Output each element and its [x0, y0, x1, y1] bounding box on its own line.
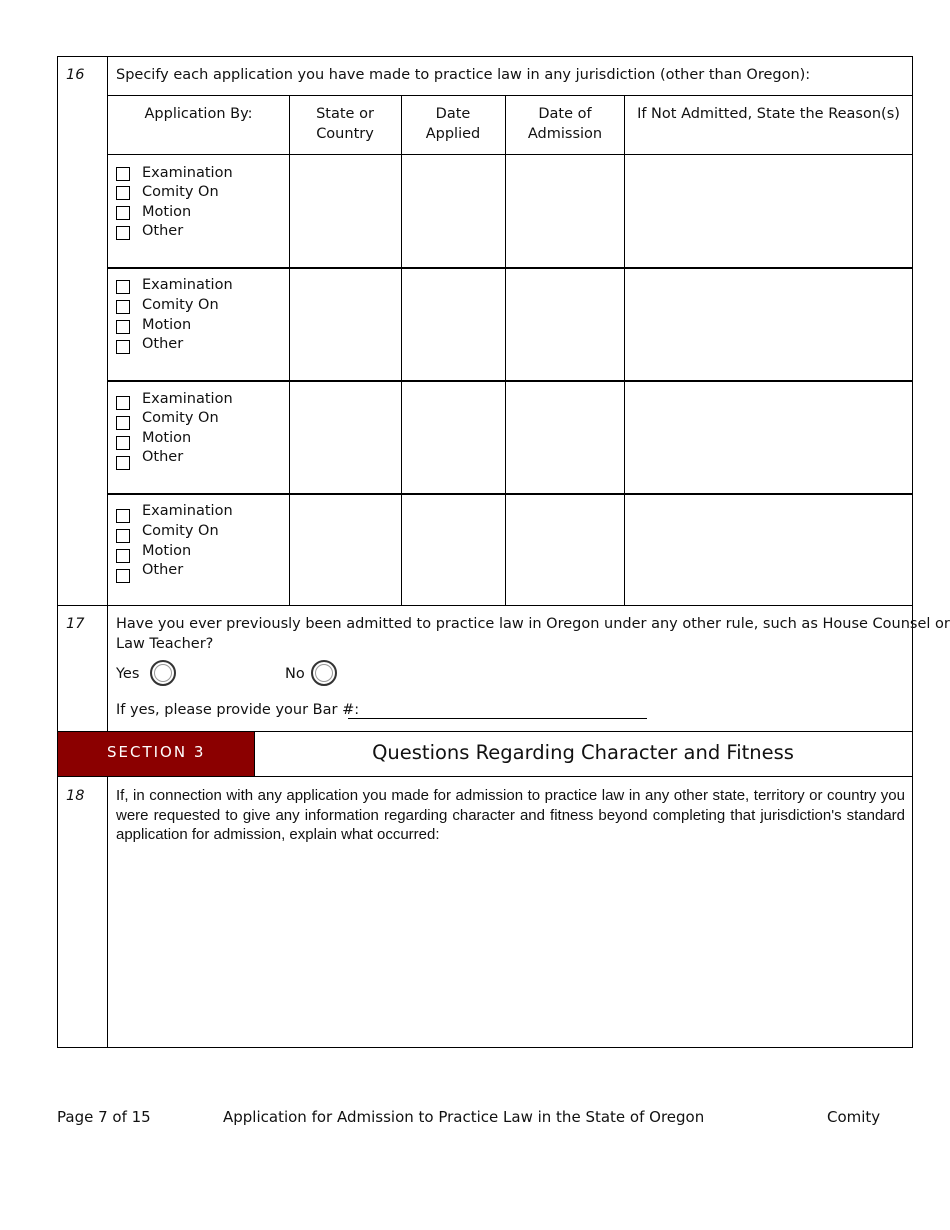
other-checkbox[interactable]: [116, 340, 130, 354]
option-label: Examination: [142, 165, 233, 181]
option-label: Motion: [142, 430, 192, 446]
footer-title: Application for Admission to Practice Law in the State of Oregon: [223, 1108, 705, 1126]
comity-on-motion-checkbox[interactable]: [116, 206, 130, 220]
no-radio[interactable]: [311, 660, 337, 686]
other-checkbox[interactable]: [116, 569, 130, 583]
q16-table-top: [107, 95, 913, 96]
examination-checkbox[interactable]: [116, 280, 130, 294]
comity-on-motion-checkbox[interactable]: [116, 186, 130, 200]
examination-checkbox[interactable]: [116, 509, 130, 523]
section-title: Questions Regarding Character and Fitness: [372, 741, 794, 764]
question-17-prompt-line1: Have you ever previously been admitted to practice law in Oregon under any other rule, such as House Counsel or: [116, 616, 950, 632]
option-label: Motion: [142, 204, 192, 220]
question-17-prompt-line2: Law Teacher?: [116, 636, 214, 652]
q16-col-divider: [505, 95, 506, 605]
option-label: Comity On: [142, 297, 219, 313]
option-label: Other: [142, 223, 184, 239]
q16-col-divider: [401, 95, 402, 605]
header-date-of-admission: Date of Admission: [527, 106, 603, 142]
other-checkbox[interactable]: [116, 226, 130, 240]
option-label: Examination: [142, 391, 233, 407]
option-label: Comity On: [142, 410, 219, 426]
option-label: Other: [142, 336, 184, 352]
section-label: SECTION 3: [58, 732, 254, 776]
comity-on-motion-checkbox[interactable]: [116, 549, 130, 563]
header-state-or-country: State or Country: [316, 106, 374, 142]
header-application-by: Application By:: [144, 106, 253, 122]
header-date-applied: Date Applied: [425, 106, 481, 142]
comity-on-motion-checkbox[interactable]: [116, 416, 130, 430]
no-label: No: [285, 666, 305, 682]
comity-on-motion-checkbox[interactable]: [116, 436, 130, 450]
option-label: Examination: [142, 277, 233, 293]
header-reason: If Not Admitted, State the Reason(s): [637, 106, 900, 122]
bar-number-label: If yes, please provide your Bar #:: [116, 702, 360, 718]
footer-application-type: Comity: [827, 1108, 881, 1126]
question-18-answer-area[interactable]: [108, 850, 912, 1046]
yes-radio[interactable]: [150, 660, 176, 686]
comity-on-motion-checkbox[interactable]: [116, 529, 130, 543]
comity-on-motion-checkbox[interactable]: [116, 320, 130, 334]
bar-number-input[interactable]: [348, 718, 647, 719]
comity-on-motion-checkbox[interactable]: [116, 300, 130, 314]
option-label: Examination: [142, 503, 233, 519]
question-18-number: 18: [66, 788, 85, 804]
section-bottom-line: [57, 776, 913, 777]
examination-checkbox[interactable]: [116, 396, 130, 410]
page-number: Page 7 of 15: [57, 1108, 151, 1126]
q16-row-divider: [107, 267, 913, 269]
q16-row-divider: [107, 493, 913, 495]
option-label: Other: [142, 449, 184, 465]
option-label: Motion: [142, 317, 192, 333]
yes-label: Yes: [116, 666, 140, 682]
q16-col-divider: [289, 95, 290, 605]
option-label: Other: [142, 562, 184, 578]
question-16-prompt: Specify each application you have made to practice law in any jurisdiction (other than Oregon):: [116, 67, 811, 83]
question-16-number: 16: [66, 67, 85, 83]
q16-row-divider: [107, 380, 913, 382]
question-17-number: 17: [66, 616, 85, 632]
option-label: Comity On: [142, 523, 219, 539]
question-18-prompt: If, in connection with any application you made for admission to practice law in any other state, territory or country you were requested to give any information regarding character and fitness beyond completing that jurisdiction's standard application for admission, explain what occurred:: [116, 787, 905, 843]
q16-table-bottom: [57, 605, 913, 606]
option-label: Motion: [142, 543, 192, 559]
examination-checkbox[interactable]: [116, 167, 130, 181]
q16-header-bottom: [107, 154, 913, 155]
option-label: Comity On: [142, 184, 219, 200]
other-checkbox[interactable]: [116, 456, 130, 470]
q16-col-divider: [624, 95, 625, 605]
